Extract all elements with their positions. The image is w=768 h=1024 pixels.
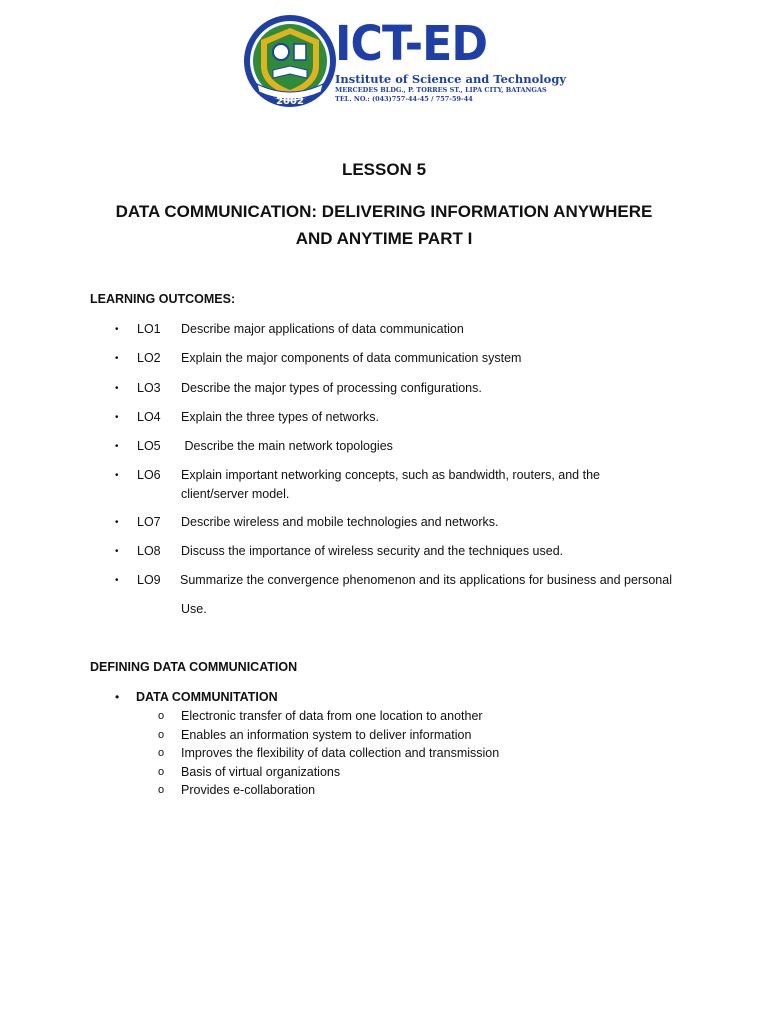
header-logo [243,14,567,114]
defining-heading: DEFINING DATA COMMUNICATION [90,660,298,674]
sub-bullet: o [158,729,165,741]
outcome-code: LO6 [137,468,161,482]
bullet: • [115,546,119,557]
lesson-title-line-1: DATA COMMUNICATION: DELIVERING INFORMATION ANYWHERE [115,202,653,221]
outcome-text: Describe the main network topologies [181,439,393,453]
bullet: • [115,575,119,586]
outcome-code: LO4 [137,410,161,424]
outcome-code: LO2 [137,351,161,365]
institute-telephone: TEL. NO.: (043)757-44-45 / 757-59-44 [335,95,473,103]
bullet: • [115,470,119,481]
learning-outcomes-heading: LEARNING OUTCOMES: [90,292,236,306]
sub-item-text: Basis of virtual organizations [181,765,341,779]
sub-item-text: Improves the flexibility of data collection and transmission [181,746,500,760]
sub-bullet: o [158,766,165,778]
sub-item-text: Enables an information system to deliver information [181,728,472,742]
outcome-code: LO8 [137,544,161,558]
sub-bullet: o [158,747,165,759]
outcome-code: LO5 [137,439,161,453]
bullet: • [115,690,120,704]
outcome-text: Describe the major types of processing configurations. [181,381,482,395]
definition-term: DATA COMMUNITATION [136,690,278,704]
bullet: • [115,383,119,394]
outcome-text: Explain the major components of data communication system [181,351,522,365]
brand-name: ICT-ED [335,16,488,72]
brand-block [335,16,567,104]
institute-seal-icon [243,14,337,108]
outcome-code: LO7 [137,515,161,529]
bullet: • [115,353,119,364]
bullet: • [115,517,119,528]
lesson-title [60,198,708,252]
outcome-text: Discuss the importance of wireless security and the techniques used. [181,544,564,558]
seal-year: 2002 [276,96,304,107]
bullet: • [115,324,119,335]
sub-item-text: Electronic transfer of data from one location to another [181,709,483,723]
outcome-text: Describe major applications of data communication [181,322,464,336]
outcome-code: LO9 [137,573,161,587]
sub-item-text: Provides e-collaboration [181,783,316,797]
outcome-text-continued: client/server model. [181,487,290,501]
outcome-text: Explain the three types of networks. [181,410,380,424]
sub-bullet: o [158,710,165,722]
outcome-code: LO3 [137,381,161,395]
institute-address: MERCEDES BLDG., P. TORRES ST., LIPA CITY, BATANGAS [335,86,547,94]
outcome-text: Summarize the convergence phenomenon and its applications for business and personal [180,573,672,587]
institute-name: Institute of Science and Technology [335,72,567,86]
outcome-text-continued: Use. [181,602,207,616]
outcome-text: Describe wireless and mobile technologies and networks. [181,515,499,529]
lesson-number: LESSON 5 [341,160,427,179]
sub-bullet: o [158,784,165,796]
bullet: • [115,441,119,452]
outcome-text: Explain important networking concepts, such as bandwidth, routers, and the [181,468,600,482]
bullet: • [115,412,119,423]
lesson-title-line-2: AND ANYTIME PART I [295,229,473,248]
outcome-code: LO1 [137,322,161,336]
